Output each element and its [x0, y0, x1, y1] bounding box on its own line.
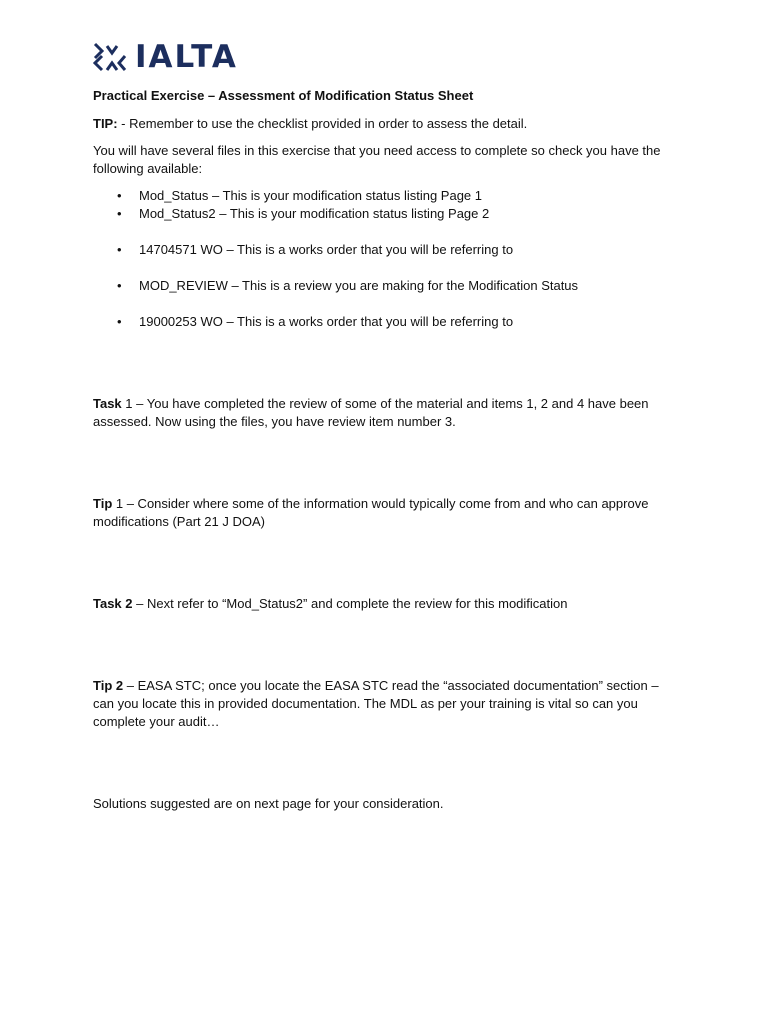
tip-intro — [93, 115, 693, 133]
bullet-icon: • — [117, 206, 122, 221]
tip-1-text: 1 – Consider where some of the information would typically come from and who can approve modifications (Part 21 J DOA) — [93, 496, 649, 529]
file-item-text: 19000253 WO – This is a works order that you will be referring to — [139, 314, 514, 329]
file-item-text: Mod_Status – This is your modification status listing Page 1 — [139, 188, 482, 203]
tip-text: - Remember to use the checklist provided in order to assess the detail. — [117, 116, 528, 131]
tip-label: TIP: — [93, 116, 118, 131]
page-title: Practical Exercise – Assessment of Modification Status Sheet — [93, 88, 474, 103]
tip-2-label: Tip 2 — [93, 678, 124, 693]
task-1-label: Task — [93, 396, 122, 411]
task-2-text: – Next refer to “Mod_Status2” and complete the review for this modification — [132, 596, 568, 611]
list-item — [117, 205, 677, 223]
task-2 — [93, 595, 693, 613]
file-item-text: 14704571 WO – This is a works order that you will be referring to — [139, 242, 514, 257]
tip-2-text: – EASA STC; once you locate the EASA STC read the “associated documentation” section – can you locate this in provided documentation. The MDL as per your training is vital so can you complete your audit… — [93, 678, 659, 729]
file-item-text: Mod_Status2 – This is your modification status listing Page 2 — [139, 206, 490, 221]
list-item — [117, 187, 677, 205]
intro-paragraph: You will have several files in this exercise that you need access to complete so check you have the following available: — [93, 143, 661, 176]
file-item-text: MOD_REVIEW – This is a review you are making for the Modification Status — [139, 278, 579, 293]
task-1-text: 1 – You have completed the review of some of the material and items 1, 2 and 4 have been assessed. Now using the files, you have review item number 3. — [93, 396, 649, 429]
tip-2 — [93, 677, 683, 731]
tip-1-label: Tip — [93, 496, 113, 511]
task-1 — [93, 395, 673, 431]
ialta-logo — [93, 39, 238, 75]
bullet-icon: • — [117, 278, 122, 293]
bullet-icon: • — [117, 242, 122, 257]
bullet-icon: • — [117, 188, 122, 203]
list-item — [117, 313, 677, 331]
list-item — [117, 277, 677, 295]
list-item — [117, 241, 677, 259]
tip-1 — [93, 495, 678, 531]
ialta-chevron-mark-icon — [93, 42, 127, 72]
bullet-icon: • — [117, 314, 122, 329]
task-2-label: Task 2 — [93, 596, 133, 611]
solutions-note: Solutions suggested are on next page for your consideration. — [93, 796, 444, 811]
logo-text: IALTA — [135, 39, 238, 75]
